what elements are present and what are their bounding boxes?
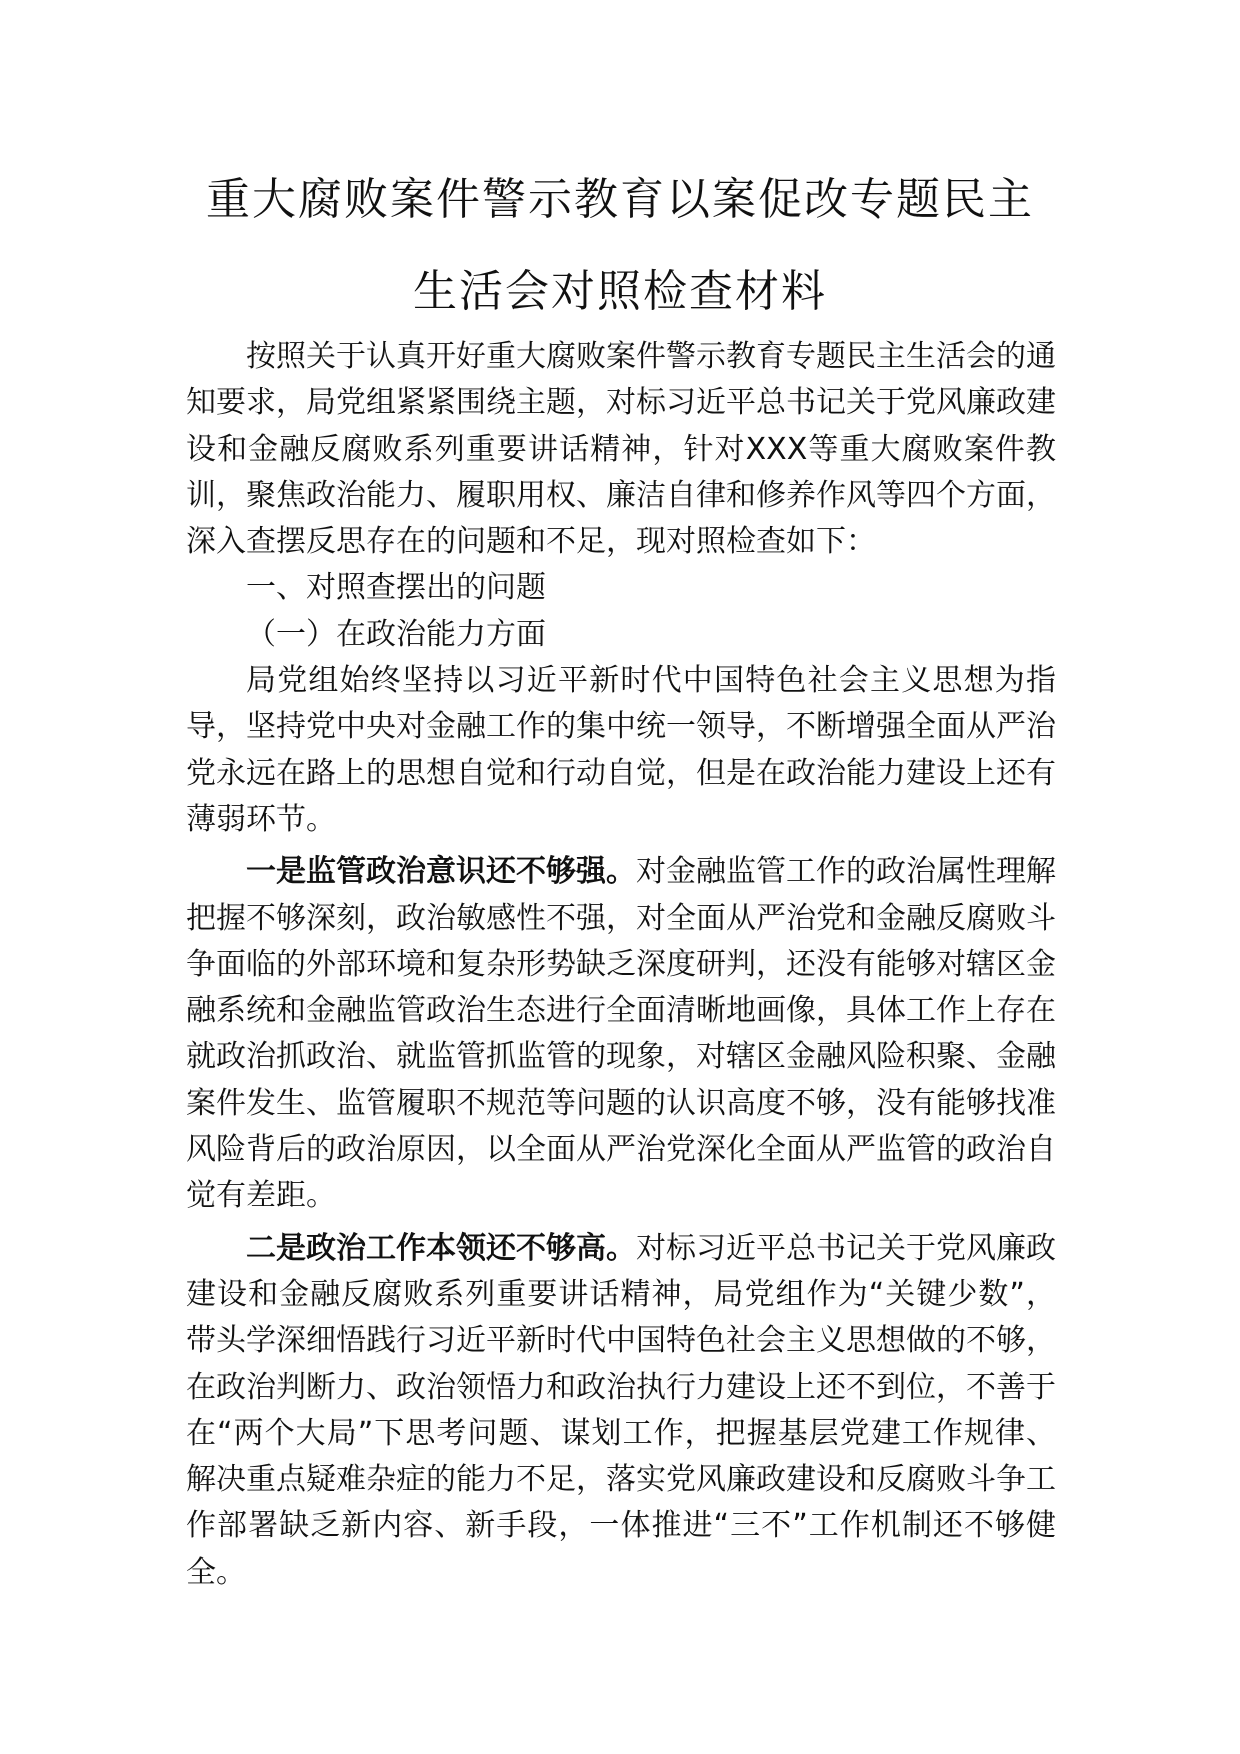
document-body xyxy=(186,334,1056,1596)
document-title-line-1: 重大腐败案件警示教育以案促改专题民主 xyxy=(206,174,1034,225)
document-title-line-2: 生活会对照检查材料 xyxy=(413,266,827,317)
section-heading: 一、对照查摆出的问题 xyxy=(246,570,546,606)
point-1-text: 对金融监管工作的政治属性理解把握不够深刻，政治敏感性不强，对全面从严治党和金融反腐败斗争面临的外部环境和复杂形势缺乏深度研判，还没有能够对辖区金融系统和金融监管政治生态进行全面清晰地画像，具体工作上存在就政治抓政治、就监管抓监管的现象，对辖区金融风险积聚、金融案件发生、监管履职不规范等问题的认识高度不够，没有能够找准风险背后的政治原因，以全面从严治党深化全面从严监管的政治自觉有差距。 xyxy=(186,854,1056,1214)
point-1-lead: 一是监管政治意识还不够强。 xyxy=(246,854,636,890)
subsection-heading: （一）在政治能力方面 xyxy=(246,616,546,652)
subsection-paragraph: 局党组始终坚持以习近平新时代中国特色社会主义思想为指导，坚持党中央对金融工作的集中统一领导，不断增强全面从严治党永远在路上的思想自觉和行动自觉，但是在政治能力建设上还有薄弱环节。 xyxy=(186,663,1056,837)
point-2-lead: 二是政治工作本领还不够高。 xyxy=(246,1230,636,1266)
point-2-paragraph xyxy=(186,1226,1056,1596)
point-1-paragraph xyxy=(186,849,1056,1219)
intro-paragraph: 按照关于认真开好重大腐败案件警示教育专题民主生活会的通知要求，局党组紧紧围绕主题，对标习近平总书记关于党风廉政建设和金融反腐败系列重要讲话精神，针对XXX等重大腐败案件教训，聚焦政治能力、履职用权、廉洁自律和修养作风等四个方面，深入查摆反思存在的问题和不足，现对照检查如下： xyxy=(186,339,1056,560)
point-2-text: 对标习近平总书记关于党风廉政建设和金融反腐败系列重要讲话精神，局党组作为“关键少数”，带头学深细悟践行习近平新时代中国特色社会主义思想做的不够，在政治判断力、政治领悟力和政治执行力建设上还不到位，不善于在“两个大局”下思考问题、谋划工作，把握基层党建工作规律、解决重点疑难杂症的能力不足，落实党风廉政建设和反腐败斗争工作部署缺乏新内容、新手段，一体推进“三不”工作机制还不够健全。 xyxy=(186,1230,1056,1590)
